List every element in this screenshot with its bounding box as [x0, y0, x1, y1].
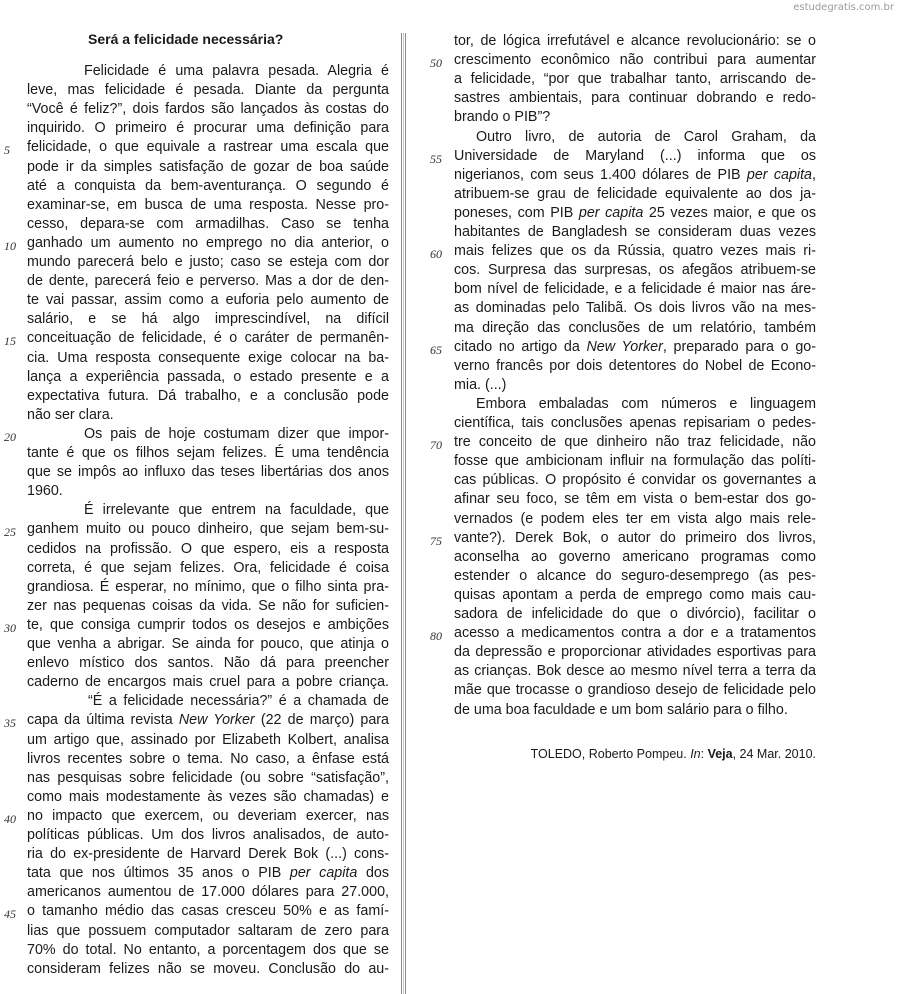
text-line — [27, 864, 389, 883]
text-segment: Outro livro, de autoria de Carol Graham, da — [476, 128, 816, 145]
text-line — [27, 769, 389, 788]
text-segment: , — [812, 166, 816, 183]
source-publication: Veja — [707, 747, 733, 761]
line-number: 30 — [4, 620, 16, 635]
text-segment: cos. Surpresa das surpresas, os afegãos atribuem-se — [454, 262, 816, 279]
text-segment: enlevo místico dos santos. Não dá para preencher — [27, 655, 389, 672]
text-line — [454, 223, 816, 242]
text-segment: expectativa futura. Dá trabalho, e a conclusão pode — [27, 387, 389, 404]
text-segment: vernados (e podem eles ter em vista algo mais rele- — [454, 510, 816, 527]
text-segment: 1960. — [27, 483, 63, 500]
text-line — [454, 452, 816, 471]
text-segment: atribuem-se grau de felicidade equivalente ao dos ja- — [454, 185, 816, 202]
text-segment: tre conceito de que dinheiro não traz felicidade, não — [454, 434, 816, 451]
text-segment: cia. Uma resposta consequente exige colocar na ba- — [27, 349, 389, 366]
column-divider — [401, 33, 406, 994]
text-line — [27, 750, 389, 769]
text-segment: te, que consiga cumprir todos os desejos e ambições — [27, 616, 389, 633]
text-line — [27, 196, 389, 215]
text-segment: poneses, com PIB — [454, 204, 579, 221]
text-line — [27, 922, 389, 941]
text-segment: cas públicas. O propósito é convidar os governantes a — [454, 472, 816, 489]
text-line — [454, 242, 816, 261]
text-segment: como mais modestamente às vezes são chamadas) e — [27, 788, 389, 805]
text-segment: sastres ambientais, para continuar dobrando e redo- — [454, 90, 816, 107]
text-line — [454, 357, 816, 376]
line-number: 10 — [4, 238, 16, 253]
text-line — [476, 395, 816, 414]
text-line — [454, 490, 816, 509]
text-line — [454, 108, 816, 127]
text-segment: que se impôs ao influxo das teses libertárias dos anos — [27, 464, 389, 481]
text-line — [454, 166, 816, 185]
text-segment: tata que nos últimos 35 anos o PIB — [27, 865, 290, 882]
italic-term: per capita — [289, 865, 358, 882]
text-segment: da depressão e proporcionar atividades esportivas para — [454, 644, 816, 661]
text-line — [27, 960, 389, 979]
text-segment: afinar seu foco, se têm em vista o bem-estar dos go- — [454, 491, 816, 508]
text-line — [454, 338, 816, 357]
text-line — [27, 119, 389, 138]
text-line — [454, 586, 816, 605]
text-line — [454, 280, 816, 299]
text-segment: mãe que trocasse o grandioso desejo de felicidade pelo — [454, 682, 816, 699]
text-line — [454, 185, 816, 204]
text-segment: te vai passar, assim como a euforia pelo aumento de — [27, 292, 389, 309]
text-line — [27, 941, 389, 960]
text-line — [454, 643, 816, 662]
text-line — [454, 433, 816, 452]
source-sep: : — [700, 747, 708, 761]
watermark: estudegratis.com.br — [793, 2, 894, 13]
text-segment: vante?). Derek Bok, o autor do primeiro dos livros, — [454, 529, 816, 546]
text-segment: dos — [357, 865, 389, 882]
text-segment: inquirido. O primeiro é procurar uma definição para — [27, 120, 389, 137]
line-number: 25 — [4, 525, 16, 540]
italic-term: New Yorker — [178, 712, 255, 729]
text-line — [27, 731, 389, 750]
line-number: 5 — [4, 143, 10, 158]
text-segment: nas pesquisas sobre felicidade (ou sobre “satisfação”, — [27, 769, 389, 786]
text-line — [476, 128, 816, 147]
text-segment: lança a experiência passada, o estado presente e a — [27, 368, 389, 385]
text-line — [27, 883, 389, 902]
text-line — [27, 100, 389, 119]
text-segment: as crianças. Bok desce ao mesmo nível terra a terra da — [454, 663, 816, 680]
text-segment: 25 vezes maior, e que os — [643, 204, 817, 221]
text-segment: ma direção das conclusões de um relatório, também — [454, 319, 816, 336]
text-segment: americanos aumentou de 17.000 dólares para 27.000, — [27, 884, 389, 901]
text-line — [27, 406, 389, 425]
text-line — [454, 624, 816, 643]
text-segment: Universidade de Maryland (...) informa que os — [454, 147, 816, 164]
line-number: 60 — [430, 247, 442, 262]
text-line — [27, 177, 389, 196]
text-line — [27, 272, 389, 291]
text-segment: um artigo que, assinado por Elizabeth Kolbert, analisa — [27, 731, 389, 748]
text-line — [27, 559, 389, 578]
text-line — [27, 310, 389, 329]
text-line — [84, 501, 389, 520]
text-segment: , preparado para o go- — [662, 338, 816, 355]
italic-term: New Yorker — [586, 338, 663, 355]
text-line — [27, 482, 389, 501]
text-segment: (22 de março) para — [254, 712, 390, 729]
text-line — [454, 147, 816, 166]
text-segment: livros recentes sobre o tema. No caso, a ênfase está — [27, 750, 389, 767]
text-segment: salário, e se há algo imprescindível, na difícil — [27, 311, 389, 328]
text-segment: leve, mas felicidade é pesada. Diante da pergunta — [27, 82, 389, 99]
line-number: 40 — [4, 811, 16, 826]
text-line — [27, 826, 389, 845]
text-segment: consideram felizes não se moveu. Conclusão do au- — [27, 960, 389, 977]
italic-term: per capita — [578, 204, 644, 221]
text-segment: científica, tais conclusões apenas repisariam o pedes- — [454, 415, 816, 431]
text-line — [27, 253, 389, 272]
text-line — [454, 376, 816, 395]
text-segment: fosse que ambicionam influir na formulação das políti- — [454, 453, 816, 470]
line-number: 20 — [4, 429, 16, 444]
italic-term: per capita — [746, 166, 813, 183]
text-line — [84, 425, 389, 444]
text-line — [454, 51, 816, 70]
text-line — [88, 692, 389, 711]
text-line — [454, 510, 816, 529]
text-segment: o tamanho médio das casas cresceu 50% e as famí- — [27, 903, 389, 920]
text-line — [27, 654, 389, 673]
line-number: 35 — [4, 716, 16, 731]
text-segment: acesso a medicamentos contra a dor e a tratamentos — [454, 625, 816, 642]
text-segment: “É a felicidade necessária?” é a chamada de — [88, 693, 389, 710]
text-line — [27, 711, 389, 730]
text-segment: habitantes de Bangladesh se consideram duas vezes — [454, 224, 816, 240]
text-line — [454, 70, 816, 89]
text-line — [27, 349, 389, 368]
text-line — [27, 520, 389, 539]
text-line — [454, 548, 816, 567]
text-segment: nigerianos, com seus 1.400 dólares de PIB — [454, 166, 747, 183]
text-segment: ganhem muito ou pouco dinheiro, que sejam bem-su- — [27, 521, 389, 538]
text-segment: sadora de infelicidade do que o divórcio), facilitar o — [454, 606, 816, 622]
article-title: Será a felicidade necessária? — [88, 31, 284, 47]
text-line — [27, 329, 389, 348]
source-in-label: In — [690, 747, 701, 761]
text-segment: bom nível de felicidade, e a felicidade é maior nas áre- — [454, 281, 816, 298]
text-segment: Embora embaladas com números e linguagem — [476, 395, 816, 412]
text-segment: estender o alcance do seguro-desemprego (as pes- — [454, 567, 816, 584]
text-segment: de uma boa faculdade e um bom salário para o filho. — [454, 701, 788, 718]
text-segment: citado no artigo da — [454, 338, 587, 355]
text-segment: tante é que os filhos sejam felizes. É uma tendência — [27, 445, 389, 461]
text-line — [27, 540, 389, 559]
text-segment: tor, de lógica irrefutável e alcance revolucionário: se o — [454, 33, 816, 49]
line-number: 45 — [4, 907, 16, 922]
text-segment: lias que possuem computador saltaram de zero para — [27, 922, 389, 939]
text-segment: ganhado um aumento no emprego no dia anterior, o — [27, 234, 389, 251]
text-segment: mundo parecerá belo e justo; caso se esteja com dor — [27, 254, 389, 270]
text-segment: felicidade, o que equivale a rastrear uma escala que — [27, 139, 389, 156]
text-line — [27, 635, 389, 654]
text-line — [454, 32, 816, 51]
text-line — [454, 414, 816, 433]
text-segment: ria do ex-presidente de Harvard Derek Bok (...) cons- — [27, 846, 389, 863]
text-segment: “Você é feliz?”, dois fardos são lançados às costas do — [27, 101, 389, 118]
text-segment: Os pais de hoje costumam dizer que impor- — [84, 425, 389, 442]
text-line — [454, 529, 816, 548]
text-line — [27, 138, 389, 157]
text-segment: até a conquista da bem-aventurança. O segundo é — [27, 177, 389, 194]
text-segment: É irrelevante que entrem na faculdade, que — [84, 502, 389, 519]
text-line — [454, 681, 816, 700]
text-segment: brando o PIB”? — [454, 109, 551, 126]
line-number: 80 — [430, 629, 442, 644]
text-segment: Felicidade é uma palavra pesada. Alegria é — [84, 63, 389, 79]
text-segment: capa da última revista — [27, 712, 179, 729]
text-segment: mia. (...) — [454, 376, 507, 393]
text-line — [454, 605, 816, 624]
text-segment: políticas públicas. Um dos livros analisados, de auto- — [27, 827, 389, 843]
text-line — [27, 387, 389, 406]
text-line — [27, 616, 389, 635]
line-number: 65 — [430, 342, 442, 357]
text-segment: cesso, depara-se com armadilhas. Caso se tenha — [27, 215, 389, 232]
text-line — [454, 471, 816, 490]
text-segment: aconselha ao governo americano programas como — [454, 548, 816, 565]
text-line — [27, 788, 389, 807]
text-line — [27, 158, 389, 177]
text-segment: caderno de encargos mais cruel para a pobre criança. — [27, 674, 389, 691]
text-line — [27, 215, 389, 234]
text-line — [27, 578, 389, 597]
text-line — [27, 463, 389, 482]
text-line — [454, 299, 816, 318]
text-segment: crescimento econômico não contribui para aumentar — [454, 52, 816, 69]
text-line — [27, 444, 389, 463]
text-segment: conceituação de felicidade, é o caráter de permanên- — [27, 330, 389, 347]
text-line — [454, 204, 816, 223]
text-segment: não ser clara. — [27, 406, 114, 423]
text-segment: a felicidade, “por que trabalhar tanto, arriscando de- — [454, 71, 816, 88]
text-line — [27, 81, 389, 100]
text-segment: examinar-se, em busca de uma resposta. Nesse pro- — [27, 196, 389, 213]
text-segment: de dente, parecerá feio e perverso. Mas a dor de den- — [27, 273, 389, 290]
line-number: 75 — [430, 533, 442, 548]
text-line — [27, 845, 389, 864]
line-number: 70 — [430, 438, 442, 453]
text-line — [454, 567, 816, 586]
text-segment: correta, é que sejam felizes. Ora, felicidade é coisa — [27, 559, 389, 576]
text-segment: zer nas pequenas coisas da vida. Se não for suficien- — [27, 597, 389, 614]
text-line — [27, 902, 389, 921]
text-line — [27, 673, 389, 692]
text-segment: que venha a abrigar. Se ainda for pouco, que atinja o — [27, 636, 389, 652]
text-line — [454, 701, 816, 720]
line-number: 15 — [4, 334, 16, 349]
text-line — [27, 597, 389, 616]
text-line — [84, 62, 389, 81]
text-line — [454, 89, 816, 108]
source-author: TOLEDO, Roberto Pompeu. — [530, 747, 691, 761]
source-date: , 24 Mar. 2010. — [732, 747, 816, 761]
line-number: 55 — [430, 151, 442, 166]
text-line — [454, 662, 816, 681]
text-segment: verno francês por dois detentores do Nobel de Econo- — [454, 357, 816, 374]
text-line — [454, 319, 816, 338]
text-segment: no impacto que exercem, ou deveriam exercer, nas — [27, 807, 389, 824]
text-segment: cedidos na profissão. O que espero, eis a resposta — [27, 540, 389, 557]
text-segment: mais felizes que os da Rússia, quatro vezes mais ri- — [454, 243, 816, 260]
text-line — [454, 261, 816, 280]
text-segment: pode ir da simples satisfação de gozar de boa saúde — [27, 158, 389, 175]
source-citation — [531, 747, 816, 761]
text-line — [27, 234, 389, 253]
text-segment: as dominadas pelo Talibã. Os dois livros vão na mes- — [454, 300, 816, 317]
text-segment: 70% do total. No entanto, a porcentagem dos que se — [27, 941, 389, 958]
text-segment: quisas apontam a perda de emprego como mais cau- — [454, 586, 816, 603]
text-line — [27, 368, 389, 387]
text-line — [27, 807, 389, 826]
text-segment: grandiosa. É esperar, no mínimo, que o filho sinta pra- — [27, 578, 389, 595]
text-line — [27, 291, 389, 310]
line-number: 50 — [430, 56, 442, 71]
